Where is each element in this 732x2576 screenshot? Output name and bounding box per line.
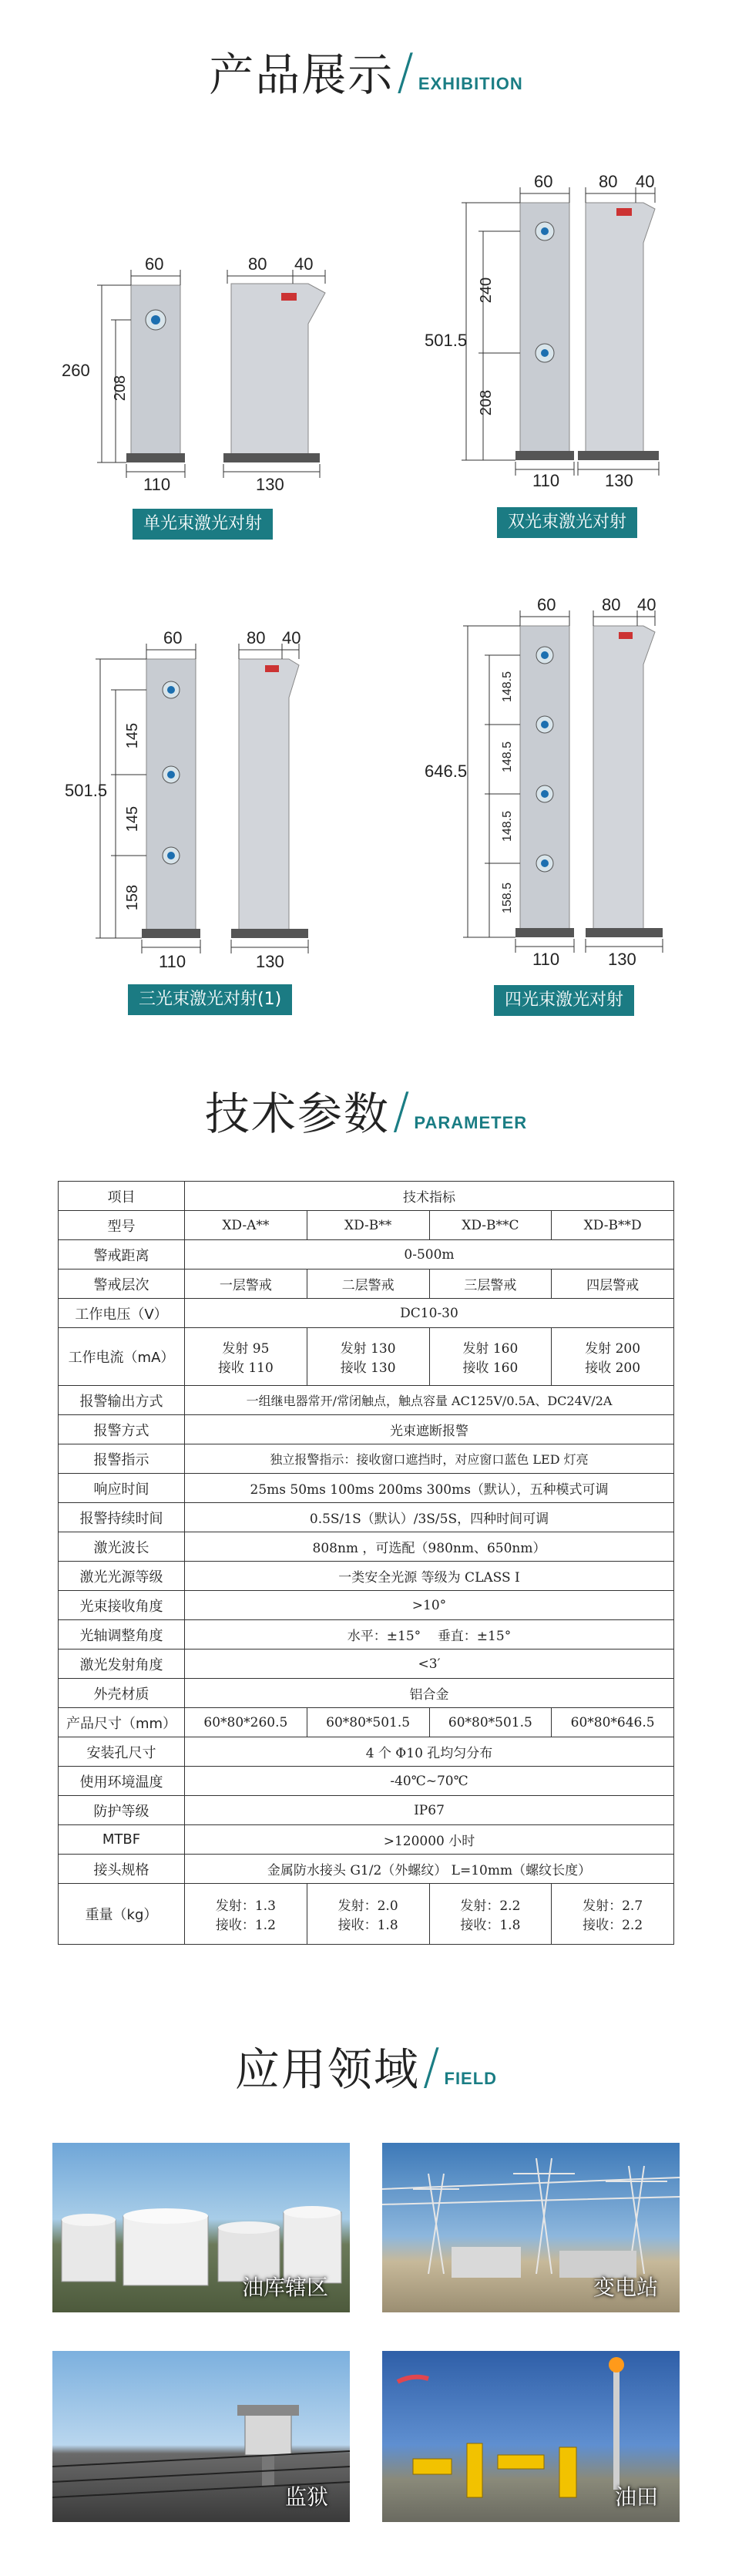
dim-segment: 145 — [124, 805, 142, 832]
table-cell — [552, 1884, 674, 1945]
dim-segment: 148.5 — [501, 671, 515, 703]
table-cell: 光轴调整角度 — [59, 1620, 185, 1650]
cell-line: 接收：1.8 — [337, 1918, 398, 1933]
table-cell: 25ms 50ms 100ms 200ms 300ms（默认），五种模式可调 — [185, 1474, 674, 1503]
table-cell: 0-500m — [185, 1240, 674, 1270]
table-row — [59, 1503, 674, 1532]
exhibition-title: 产品展示 — [209, 49, 395, 101]
cell-line: 发射 200 — [585, 1341, 641, 1357]
table-row — [59, 1386, 674, 1415]
product-quad-beam — [420, 594, 713, 1017]
table-cell: 4 个 Φ10 孔均匀分布 — [185, 1737, 674, 1767]
cell-line: 接收 110 — [217, 1360, 274, 1376]
cell-part: 垂直：±15° — [437, 1629, 512, 1644]
table-cell: XD-A** — [185, 1211, 307, 1240]
table-cell: DC10-30 — [185, 1299, 674, 1328]
table-cell: 工作电压（V） — [59, 1299, 185, 1328]
dim-side-top: 40 — [637, 595, 656, 614]
table-cell: 报警持续时间 — [59, 1503, 185, 1532]
table-cell: 技术指标 — [185, 1182, 674, 1211]
dim-segment: 145 — [124, 722, 142, 749]
photo-oil-depot — [52, 2143, 350, 2312]
table-cell: >120000 小时 — [185, 1825, 674, 1855]
table-row — [59, 1328, 674, 1386]
table-cell: 响应时间 — [59, 1474, 185, 1503]
parameter-subtitle: PARAMETER — [414, 1113, 528, 1132]
table-cell: -40℃~70℃ — [185, 1767, 674, 1796]
table-cell: 光束遮断报警 — [185, 1415, 674, 1444]
dim-overall-height: 260 — [62, 361, 90, 380]
dim-segment: 158 — [124, 884, 142, 911]
dim-base-side: 130 — [256, 475, 284, 494]
table-row — [59, 1270, 674, 1299]
title-slash: / — [397, 44, 414, 101]
table-cell: XD-B** — [307, 1211, 429, 1240]
table-row — [59, 1767, 674, 1796]
dim-side-width: 80 — [602, 595, 621, 614]
photo-substation — [382, 2143, 680, 2312]
product-triple-beam — [54, 628, 347, 1017]
field-heading — [0, 2039, 732, 2096]
table-cell: 光束接收角度 — [59, 1591, 185, 1620]
product-caption: 四光束激光对射 — [494, 985, 634, 1016]
table-cell: 二层警戒 — [307, 1270, 429, 1299]
product-double-beam — [420, 166, 713, 540]
table-row — [59, 1240, 674, 1270]
table-cell: <3′ — [185, 1650, 674, 1679]
table-cell — [185, 1620, 674, 1650]
product-caption: 单光束激光对射 — [133, 509, 273, 540]
table-row — [59, 1182, 674, 1211]
table-cell: 一层警戒 — [185, 1270, 307, 1299]
dim-base-side: 130 — [608, 950, 636, 969]
table-cell: 金属防水接头 G1/2（外螺纹） L=10mm（螺纹长度） — [185, 1855, 674, 1884]
table-cell: 四层警戒 — [552, 1270, 674, 1299]
table-cell: 60*80*501.5 — [429, 1708, 552, 1737]
photo-label: 变电站 — [593, 2275, 658, 2300]
table-cell: 报警输出方式 — [59, 1386, 185, 1415]
title-slash: / — [392, 1083, 410, 1140]
cell-line: 接收：1.8 — [460, 1918, 521, 1933]
dim-overall-height: 501.5 — [65, 781, 108, 800]
photo-oil-field — [382, 2351, 680, 2522]
field-title: 应用领域 — [234, 2043, 420, 2096]
cell-line: 发射 130 — [340, 1341, 396, 1357]
table-cell — [185, 1328, 307, 1386]
table-row — [59, 1679, 674, 1708]
dim-segment: 148.5 — [501, 741, 515, 773]
table-cell — [552, 1328, 674, 1386]
exhibition-heading — [0, 44, 732, 101]
cell-line: 发射：2.7 — [583, 1898, 643, 1914]
photo-label: 油田 — [614, 2484, 658, 2510]
triple-beam-drawing — [54, 628, 347, 1017]
table-cell: 警戒距离 — [59, 1240, 185, 1270]
photo-prison — [52, 2351, 350, 2522]
table-cell: 报警方式 — [59, 1415, 185, 1444]
table-cell: >10° — [185, 1591, 674, 1620]
field-subtitle: FIELD — [444, 2069, 498, 2088]
table-cell: XD-B**C — [429, 1211, 552, 1240]
dim-top-width: 60 — [534, 172, 553, 191]
product-caption: 三光束激光对射(1) — [128, 984, 292, 1015]
dim-segment: 240 — [478, 277, 495, 304]
parameter-title: 技术参数 — [204, 1088, 390, 1140]
table-cell: 一组继电器常开/常闭触点，触点容量 AC125V/0.5A、DC24V/2A — [185, 1386, 674, 1415]
dim-base-front: 110 — [532, 950, 560, 969]
table-cell: 安装孔尺寸 — [59, 1737, 185, 1767]
spec-table — [58, 1181, 674, 1945]
product-single-beam — [54, 247, 347, 540]
table-cell: 808nm ，可选配（980nm、650nm） — [185, 1532, 674, 1562]
table-cell: 重量（kg） — [59, 1884, 185, 1945]
cell-line: 发射 160 — [462, 1341, 519, 1357]
table-cell: 一类安全光源 等级为 CLASS I — [185, 1562, 674, 1591]
table-cell: 60*80*646.5 — [552, 1708, 674, 1737]
table-cell: 60*80*260.5 — [185, 1708, 307, 1737]
table-cell: 工作电流（mA） — [59, 1328, 185, 1386]
table-row — [59, 1532, 674, 1562]
table-cell: 项目 — [59, 1182, 185, 1211]
dim-top-width: 60 — [145, 254, 164, 274]
parameter-heading — [0, 1083, 732, 1140]
table-cell — [307, 1884, 429, 1945]
table-cell — [429, 1884, 552, 1945]
table-cell: 接头规格 — [59, 1855, 185, 1884]
dim-base-side: 130 — [256, 952, 284, 971]
table-cell: 防护等级 — [59, 1796, 185, 1825]
cell-line: 发射：2.2 — [460, 1898, 521, 1914]
table-cell: XD-B**D — [552, 1211, 674, 1240]
table-cell: 报警指示 — [59, 1444, 185, 1474]
cell-line: 接收：1.2 — [215, 1918, 276, 1933]
table-cell: 激光光源等级 — [59, 1562, 185, 1591]
table-row — [59, 1737, 674, 1767]
dim-segment: 208 — [478, 389, 495, 416]
table-cell — [185, 1884, 307, 1945]
table-row — [59, 1415, 674, 1444]
table-cell: 铝合金 — [185, 1679, 674, 1708]
table-cell: 60*80*501.5 — [307, 1708, 429, 1737]
table-row — [59, 1444, 674, 1474]
dim-side-top: 40 — [294, 254, 314, 274]
table-cell: 外壳材质 — [59, 1679, 185, 1708]
dim-side-width: 80 — [599, 172, 618, 191]
dim-top-width: 60 — [163, 628, 183, 647]
dim-overall-height: 646.5 — [425, 762, 468, 781]
table-cell: IP67 — [185, 1796, 674, 1825]
cell-part: 水平：±15° — [347, 1629, 421, 1644]
table-row — [59, 1708, 674, 1737]
cell-line: 发射 95 — [222, 1341, 270, 1357]
dim-top-width: 60 — [537, 595, 556, 614]
cell-line: 接收 160 — [462, 1360, 519, 1376]
table-row — [59, 1855, 674, 1884]
table-row — [59, 1796, 674, 1825]
table-row — [59, 1884, 674, 1945]
double-beam-drawing — [420, 166, 713, 540]
product-caption: 双光束激光对射 — [497, 507, 637, 538]
exhibition-subtitle: EXHIBITION — [418, 74, 523, 93]
table-cell: 激光波长 — [59, 1532, 185, 1562]
table-row — [59, 1211, 674, 1240]
table-cell: 三层警戒 — [429, 1270, 552, 1299]
dim-overall-height: 501.5 — [425, 331, 468, 350]
table-cell — [307, 1328, 429, 1386]
table-cell: 产品尺寸（mm） — [59, 1708, 185, 1737]
photo-label: 油库辖区 — [241, 2275, 328, 2300]
cell-line: 接收 130 — [340, 1360, 396, 1376]
dim-side-top: 40 — [282, 628, 301, 647]
dim-segment: 158.5 — [501, 882, 515, 914]
dim-segment: 208 — [112, 375, 129, 402]
table-cell: 独立报警指示：接收窗口遮挡时，对应窗口蓝色 LED 灯亮 — [185, 1444, 674, 1474]
table-row — [59, 1474, 674, 1503]
dim-base-side: 130 — [605, 471, 633, 490]
table-cell: 型号 — [59, 1211, 185, 1240]
table-row — [59, 1620, 674, 1650]
quad-beam-drawing — [420, 594, 713, 1017]
dim-side-width: 80 — [247, 628, 266, 647]
cell-line: 发射：1.3 — [215, 1898, 276, 1914]
photo-label: 监狱 — [284, 2484, 328, 2510]
table-row — [59, 1650, 674, 1679]
table-cell: 使用环境温度 — [59, 1767, 185, 1796]
dim-segment: 148.5 — [501, 810, 515, 842]
table-cell: 警戒层次 — [59, 1270, 185, 1299]
table-cell — [429, 1328, 552, 1386]
dim-base-front: 110 — [143, 475, 171, 494]
table-cell: 0.5S/1S（默认）/3S/5S，四种时间可调 — [185, 1503, 674, 1532]
cell-line: 接收：2.2 — [583, 1918, 643, 1933]
single-beam-drawing — [54, 247, 347, 540]
cell-line: 接收 200 — [585, 1360, 641, 1376]
cell-line: 发射：2.0 — [337, 1898, 398, 1914]
dim-base-front: 110 — [532, 471, 560, 490]
table-row — [59, 1825, 674, 1855]
title-slash: / — [422, 2039, 440, 2096]
table-row — [59, 1591, 674, 1620]
dim-side-width: 80 — [248, 254, 267, 274]
dim-side-top: 40 — [636, 172, 655, 191]
table-cell: 激光发射角度 — [59, 1650, 185, 1679]
table-row — [59, 1562, 674, 1591]
dim-base-front: 110 — [159, 952, 186, 971]
table-cell: MTBF — [59, 1825, 185, 1855]
table-row — [59, 1299, 674, 1328]
